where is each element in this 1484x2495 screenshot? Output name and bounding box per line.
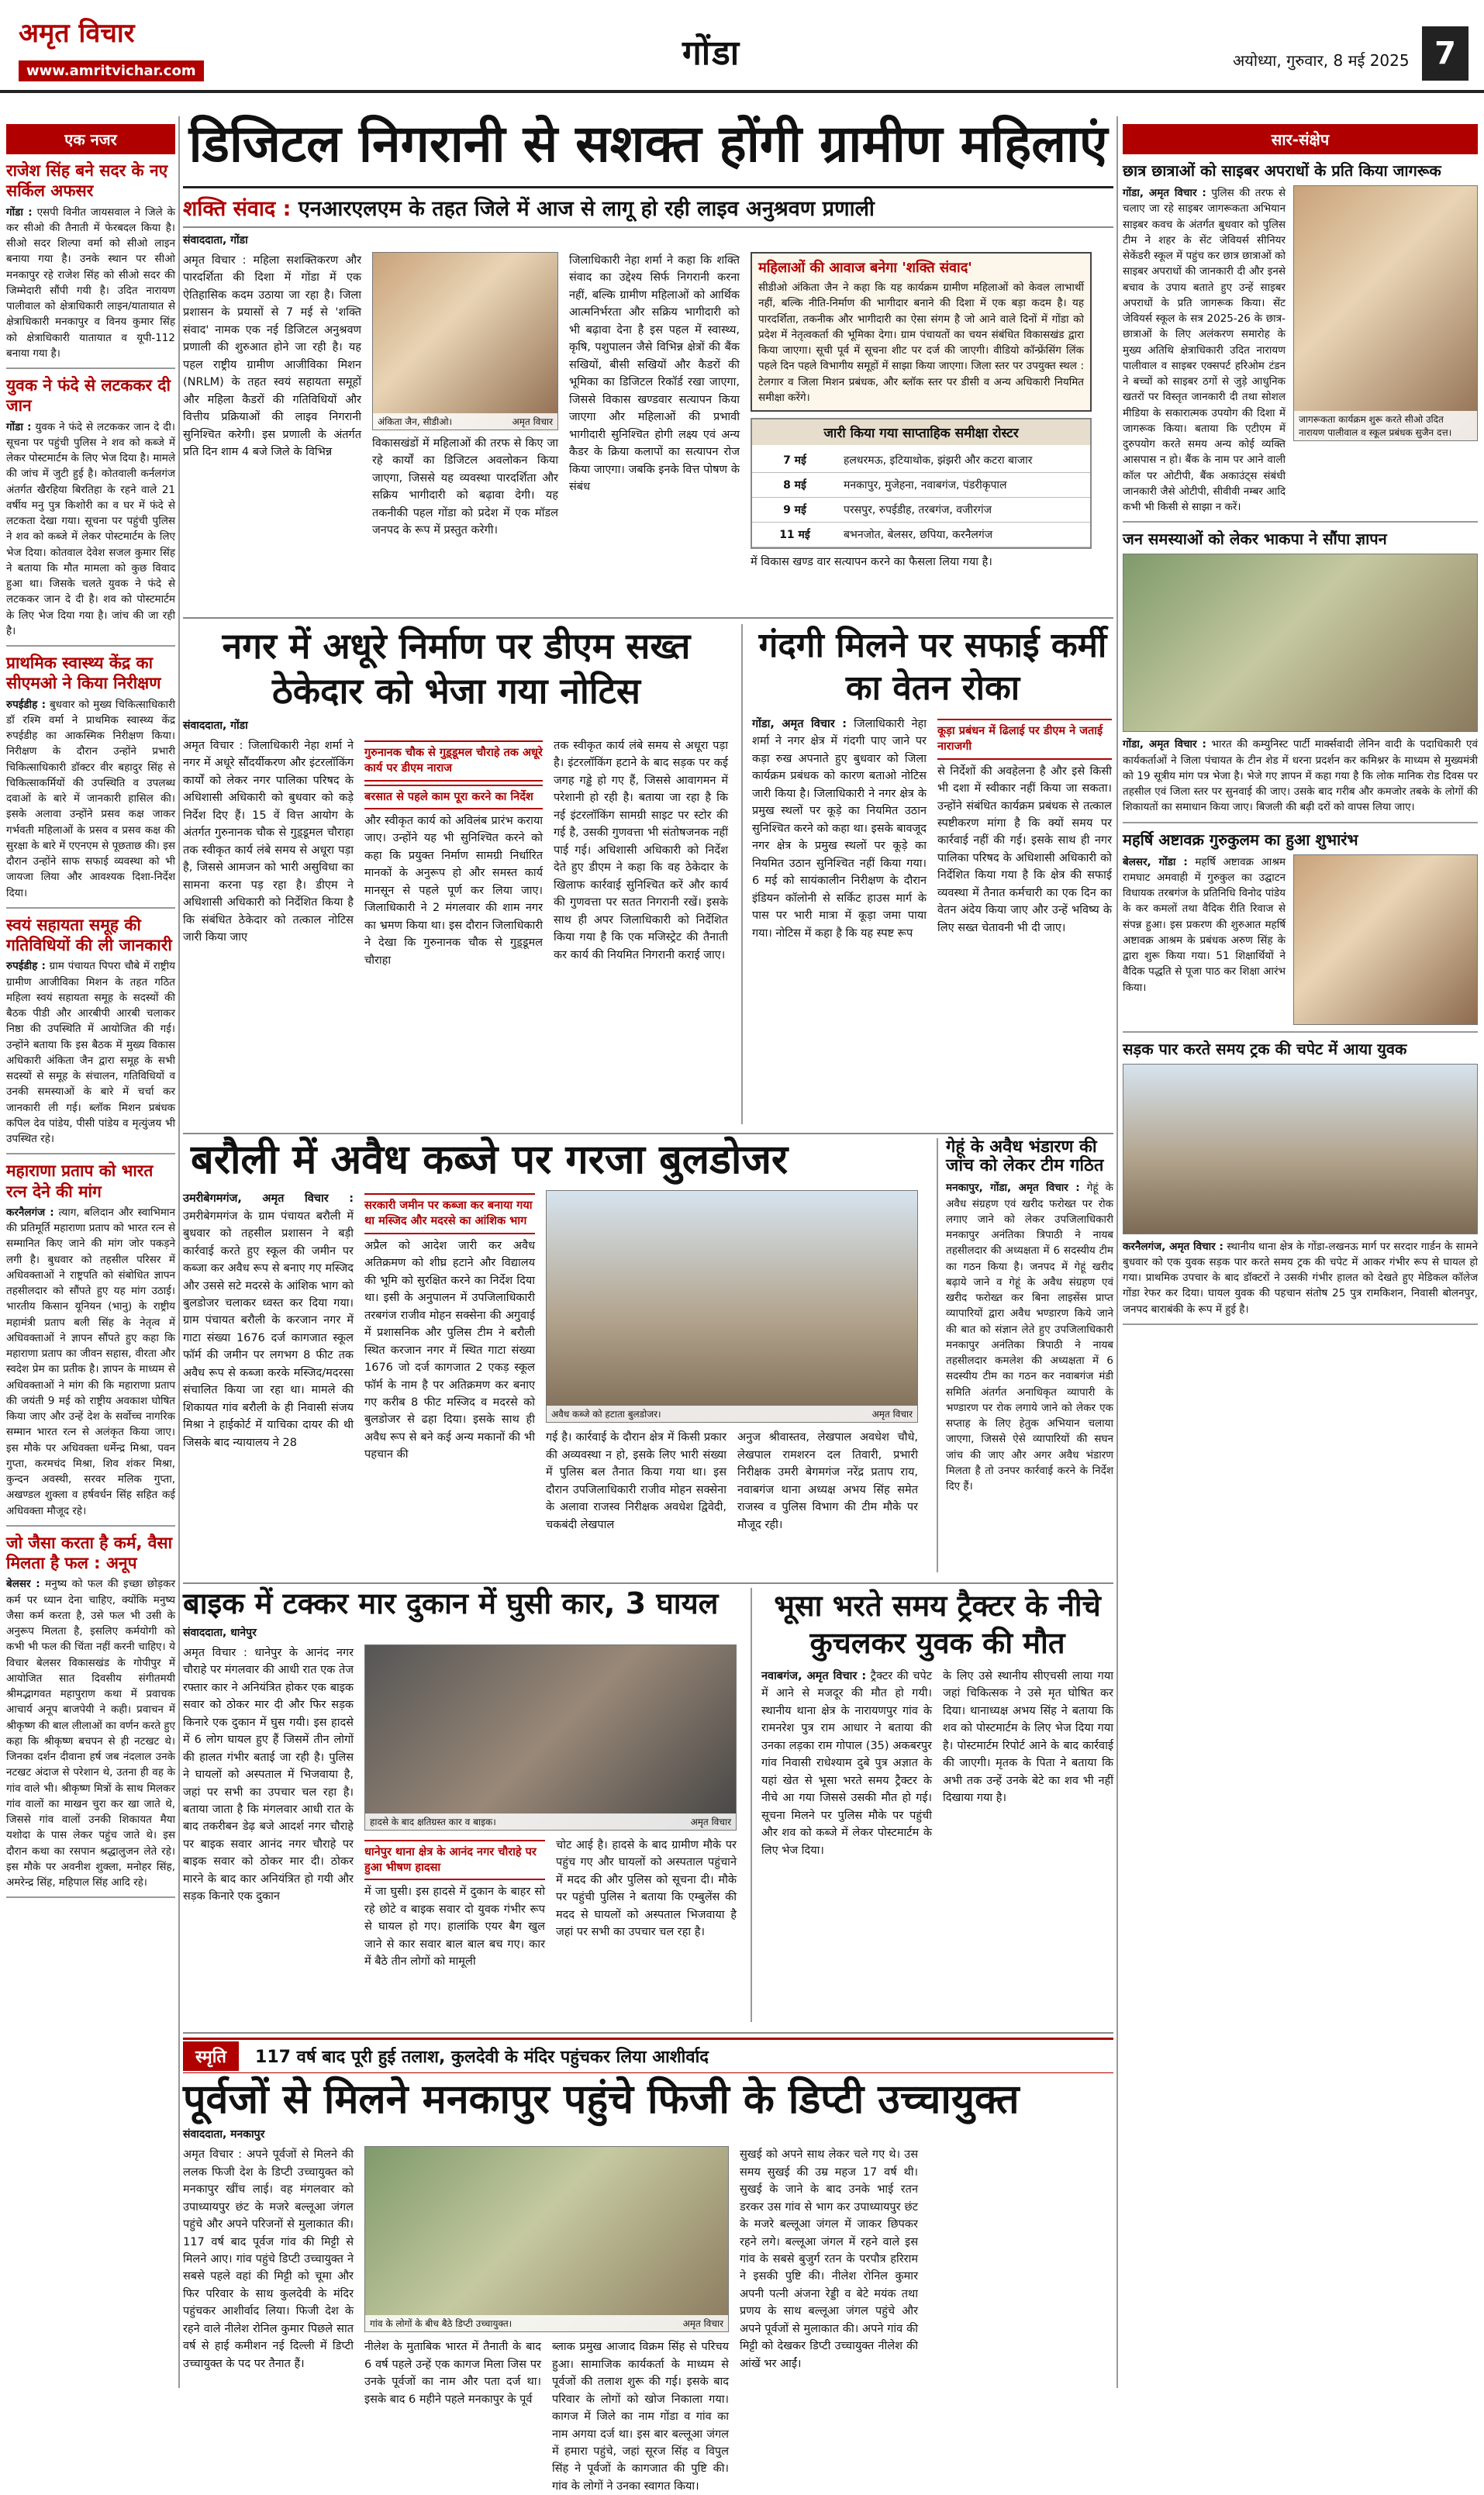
photo-caption: अंकिता जैन, सीडीओ। अमृत विचार bbox=[373, 413, 557, 430]
roster-title: जारी किया गया साप्ताहिक समीक्षा रोस्टर bbox=[752, 419, 1090, 445]
brief-title: प्राथमिक स्वास्थ्य केंद्र का सीएमओ ने किया निरीक्षण bbox=[6, 654, 161, 693]
tractor-story bbox=[751, 1588, 1113, 2022]
photo-caption: हादसे के बाद क्षतिग्रस्त कार व बाइक। अमृत विचार bbox=[365, 1813, 736, 1830]
bullet-point: गुरुनानक चौक से गुड़्डूमल चौराहे तक अधूरे कार्य पर डीएम नाराज bbox=[364, 740, 543, 782]
bulldozer-text: अनुज श्रीवास्तव, लेखपाल अवधेश चौधे, लेखपाल रामशरन दल तिवारी, प्रभारी निरीक्षक उमरी बेगमगंज नरेंद्र प्रताप राय, नवाबगंज थाना अध्यक्ष अभय सिंह समेत राजस्व व पुलिस विभाग की टीम मौके पर मौजूद रही। bbox=[737, 1431, 918, 1531]
byline: संवाददाता, गोंडा bbox=[183, 234, 248, 247]
accident-photo[interactable] bbox=[364, 1644, 737, 1831]
brief-title: छात्र छात्राओं को साइबर अपराधों के प्रति किया जागरूक bbox=[1123, 161, 1441, 180]
sanitation-text: गोंडा, अमृत विचार : जिलाधिकारी नेहा शर्मा ने नगर क्षेत्र में गंदगी पाए जाने पर कड़ा रुख अपनाते हुए बुधवार को जिला कार्यक्रम प्रबंधक को कारण बताओ नोटिस जारी किया है। जिलाधिकारी ने नगर क्षेत्र के प्रमुख स्थलों पर कूड़े का नियमित उठान सुनिश्चित करने को कहा था। इसके बावजूद नगर क्षेत्र के प्रमुख स्थलों पर कूड़े का नियमित उठान सुनिश्चित नहीं किया गया। 6 मई को सायंकालीन निरीक्षण के दौरान इंडियन कॉलोनी से सर्किट हाउस मार्ग के पास पर भारी मात्रा में कूड़ा जमा पाया गया। नोटिस में कहा है कि यह स्पष्ट रूप bbox=[752, 718, 927, 940]
sanitation-headline[interactable]: गंदगी मिलने पर सफाई कर्मी का वेतन रोका bbox=[758, 626, 1107, 708]
accident-text: अमृत विचार : धानेपुर के आनंद नगर चौराहे पर मंगलवार की आधी रात एक तेज रफ्तार कार ने अनियंत्रित होकर एक बाइक सवार को ठोकर मार दी और फिर सड़क किनारे एक दुकान में घुस गयी। इस हादसे में 6 लोग घायल हुए हैं जिसमें तीन लोगों की हालत गंभीर बताई जा रही है। पुलिस ने घायलों को अस्पताल में भिजवाया है, जहां पर सभी का उपचार चल रहा है। बताया जाता है कि मंगलवार आधी रात के बाद तकरीबन डेढ़ बजे आदर्श नगर चौराहे पर बाइक सवार आनंद नगर चौराहे पर बाइक सवार को ठोकर मार दी। ठोकर मारने के बाद कार अनियंत्रित हो गयी और सड़क किनारे एक दुकान bbox=[183, 1646, 354, 1903]
bullet-point: बरसात से पहले काम पूरा करने का निर्देश bbox=[364, 785, 543, 809]
brief-body: गोंडा, अमृत विचार : भारत की कम्युनिस्ट पार्टी मार्क्सवादी लेनिन वादी के पदाधिकारी एवं कार्यकर्ताओं ने जिला पंचायत के टीन शेड में धरना प्रदर्शन कर कमिश्नर के माध्यम से मुख्यमंत्री को 19 सूत्रीय मांग पत्र भेजा है। भेजे गए ज्ञापन में कहा गया है कि लोक मानिक रोड दिवस पर तहसील एवं जिला स्तर पर सुनवाई की जाए। उसके बाद गरीब और कमजोर तबके के लोगों की शिकायतों का समाधान किया जाए। बिजली की बढ़ी दरों को वापस लिया जाए। bbox=[1123, 738, 1478, 814]
bullet-point: सरकारी जमीन पर कब्जा कर बनाया गया था मस्जिद और मदरसे का आंशिक भाग bbox=[364, 1193, 535, 1234]
page-number: 7 bbox=[1422, 26, 1468, 81]
dm-text: अमृत विचार : जिलाधिकारी नेहा शर्मा ने नगर में अधूरे सौंदर्यीकरण और इंटरलॉकिंग कार्यों को लेकर नगर पालिका परिषद के अधिशासी अधिकारी को बुधवार को कड़े निर्देश दिए हैं। 15 वें वित्त आयोग के अंतर्गत गुरुनानक चौक से गुड़्डूमल चौराहा तक स्वीकृत कार्य लंबे समय से अधूरा पड़ा है, जिससे आमजन को भारी असुविधा का सामना करना पड़ रहा है। डीएम ने अधिशासी अधिकारी को निर्देशित किया है कि संबंधित ठेकेदार को तत्काल नोटिस जारी किया जाए bbox=[183, 740, 354, 944]
bulldozer-headline[interactable]: बरौली में अवैध कब्जे पर गरजा बुलडोजर bbox=[191, 1137, 789, 1183]
kicker: 117 वर्ष बाद पूरी हुई तलाश, कुलदेवी के मंदिर पहुंचकर लिया आशीर्वाद bbox=[255, 2048, 709, 2067]
lead-text: विकासखंडों में महिलाओं की तरफ से किए जा रहे कार्यों का डिजिटल अवलोकन किया जाएगा, जिससे यह व्यवस्था पारदर्शिता और सक्रिय भागीदारी को बढ़ावा देगी। यह तकनीकी पहल गोंडा को प्रदेश में एक मॉडल जनपद के रूप में प्रस्तुत करेगी। bbox=[372, 437, 558, 537]
lead-text: जिलाधिकारी नेहा शर्मा ने कहा कि शक्ति संवाद का उद्देश्य सिर्फ निगरानी करना नहीं, बल्कि ग्रामीण महिलाओं को आर्थिक आत्मनिर्भरता और सक्रिय भागीदारी को भी बढ़ावा देना है इस पहल में स्वास्थ्य, कृषि, पशुपालन जैसे विभिन्न क्षेत्रों की बैंक सखियों, बीसी सखियों और कैडरों की भूमिका का डिजिटल रिकॉर्ड रखा जाएगा, जिससे विकास खण्डवार सत्यापन किया जाएगा और महिलाओं की प्रभावी भागीदारी सुनिश्चित होगी लक्ष्य एवं अन्य कैडर के क्रिया कलापों का सत्यापन रोज किया जाएगा। जबकि इनके वित्त पोषण के संबंध bbox=[569, 254, 740, 494]
lead-headline[interactable]: डिजिटल निगरानी से सशक्त होंगी ग्रामीण महिलाएं bbox=[188, 114, 1108, 174]
brief-body: रुपईडीह : बुधवार को मुख्य चिकित्साधिकारी डॉ रश्मि वर्मा ने प्राथमिक स्वास्थ्य केंद्र रुपईडीह का आकस्मिक निरीक्षण किया। निरीक्षण के दौरान उन्होंने प्रभारी चिकित्साधिकारी डॉक्टर वीर बहादुर सिंह से चिकित्साकर्मियों की उपस्थिति व उपलब्ध दवाओं के बारे में जानकारी हासिल की। इसके अलावा उन्होंने प्रसव कक्ष जाकर गर्भवती महिलाओं के प्रसव व प्रसव कक्ष की सुरक्षा के बारे में एएनएम से पूछताछ की। इस दौरान उन्होंने साफ सफाई व्यवस्था को भी जायजा लिया और आवश्यक दिशा-निर्देश दिया। bbox=[6, 698, 176, 899]
photo-caption: जागरूकता कार्यक्रम शुरू करते सीओ उदित नारायण पालीवाल व स्कूल प्रबंधक सुजैन दत्त। bbox=[1294, 411, 1477, 440]
brief-body: बेलसर : मनुष्य को फल की इच्छा छोड़कर कर्म पर ध्यान देना चाहिए, क्योंकि मनुष्य जैसा कर्म करता है, उसे फल भी उसी के अनुरूप मिलता है, इसलिए कर्मयोगी को कभी भी फल की चिंता नहीं करनी चाहिए। ये विचार बेलसर विकासखंड के गोपीपुर में आयोजित सात दिवसीय संगीतमयी श्रीमद्भागवत महापुराण कथा में प्रवाचक आचार्य अनूप बाजपेयी ने कही। प्रवाचन में श्रीकृष्ण की बाल लीलाओं का वर्णन करते हुए कहा कि श्रीकृष्ण बचपन से ही नटखट थे। जिनका दर्शन दीवाना हर्ष जब नंदलाल उनके नटखट अंदाज से परेशान थे, उतना ही वह के गांव वाले भी। श्रीकृष्ण मित्रों के साथ मिलकर गांव वालों का माखन चुरा कर खा जाते थे, जिससे गांव वालों उनकी शिकायत मैया यशोदा के पास लेकर पहुंच जाते थे। इस दौरान कथा का रसपान श्रद्धालुजन लेते रहे। इस मौके पर अवनीश शुक्ला, मनोहर सिंह, अमरेन्द्र सिंह, महिपाल सिंह आदि रहे। bbox=[6, 1578, 175, 1889]
fiji-text: अमृत विचार : अपने पूर्वजों से मिलने की ललक फिजी देश के डिप्टी उच्चायुक्त को मनकापुर खींच लाई। वह मंगलवार को उपाध्यायपुर छंट के मजरे बल्लूआ जंगल पहुंचे और अपने परिजनों से मुलाकात की। 117 वर्ष बाद पूर्वज गांव की मिट्टी से मिलने आए। गांव पहुंचे डिप्टी उच्चायुक्त ने सबसे पहले वहां की मिट्टी को चूमा और फिर परिवार के साथ कुलदेवी के मंदिर पहुंचकर आशीर्वाद लिया। फिजी देश के रहने वाले नीलेश रोनिल कुमार पिछले सात वर्ष से हाई कमीशन नई दिल्ली में डिप्टी उच्चायुक्त के पद पर तैनात हैं। bbox=[183, 2148, 354, 2370]
lead-text: में विकास खण्ड वार सत्यापन करने का फैसला लिया गया है। bbox=[751, 556, 992, 568]
wheat-story bbox=[937, 1138, 1113, 1572]
bulldozer-story bbox=[183, 1138, 927, 1572]
info-box bbox=[751, 252, 1092, 412]
brief-item bbox=[1123, 523, 1478, 823]
brief-item bbox=[1123, 1033, 1478, 1325]
fiji-text: ब्लाक प्रमुख आजाद विक्रम सिंह से परिचय हुआ। सामाजिक कार्यकर्ता के माध्यम से पूर्वजों की तलाश शुरू की गई। इसके बाद परिवार के लोगों को खोज निकाला गया। कागज में जिले का नाम गोंडा व गांव का नाम अगया दर्ज था। इस बार बल्लूआ जंगल में हमारा पहुंचे, जहां सूरज सिंह व विपुल सिंह ने पूर्वजों के कागजात की पुष्टि की। गांव के लोगों ने उनका स्वागत किया। bbox=[552, 2341, 729, 2493]
bulldozer-text: उमरीबेगमगंज, अमृत विचार : उमरीबेगमगंज के ग्राम पंचायत बरौली में बुधवार को तहसील प्रशासन ने बड़ी कार्रवाई करते हुए स्कूल की जमीन पर कब्जा कर अवैध रूप से बनाए गए मस्जिद और उससे सटे मदरसे के आंशिक भाग को बुलडोजर चलाकर ध्वस्त कर दिया गया। ग्राम पंचायत बरौली के करजान नगर में गाटा संख्या 1676 दर्ज कागजात स्कूल फॉर्म की जमीन पर लगभग 8 फीट तक अवैध रूप से कब्जा करके मस्जिद/मदरसा संचालित किया जा रहा था। मामले की शिकायत गांव बरौली के ही निवासी संजय मिश्रा ने हाईकोर्ट में याचिका दायर की थी जिसके बाद न्यायालय ने 28 bbox=[183, 1192, 354, 1449]
tractor-headline[interactable]: भूसा भरते समय ट्रैक्टर के नीचे कुचलकर युवक की मौत bbox=[774, 1589, 1101, 1660]
brief-item bbox=[6, 909, 175, 1155]
brief-title: राजेश सिंह बने सदर के नए सर्किल अफसर bbox=[6, 161, 168, 201]
brief-body: गोंडा : युवक ने फंदे से लटककर जान दे दी। सूचना पर पहुंची पुलिस ने शव को कब्जे में लेकर पोस्टमार्टम के लिए भेज दिया है। मामले की जांच में जुटी हुई है। कोतवाली कर्नलगंज अंतर्गत खैरहिया बिरतिहा के रहने वाले 21 वर्षीय मनु पुत्र किशोरी का व घर में फंदे से लटकता देखा गया। सूचना पर पहुंची पुलिस ने शव को कब्जे में लेकर पोस्टमार्टम के लिए भेज दिया। कोतवाल देवेश सजल कुमार सिंह ने बताया कि मौत मामला को कुछ विवाद हुआ था। जिसके चलते युवक ने फंदे से लटककर जान दे दी है। शव को पोस्टमार्टम के लिए भेज दिया गया है। जांच की जा रही है। bbox=[6, 420, 175, 637]
brief-body: गोंडा : एसपी विनीत जायसवाल ने जिले के कर सीओ की तैनाती में फेरबदल किया है। सीओ सदर शिल्पा वर्मा को सीओ लाइन बनाया गया है। उनके स्थान पर सीओ मनकापुर रहे राजेश सिंह को सीओ सदर की जिम्मेदारी सौंपी गयी है। उदित नारायण पालीवाल को क्षेत्राधिकारी लाइन/यातायात से क्षेत्राधिकारी मनकापुर व विनय कुमार सिंह को क्षेत्राधिकारी यातायात व यूपी-112 बनाया गया है। bbox=[6, 205, 175, 360]
info-box-body: सीडीओ अंकिता जैन ने कहा कि यह कार्यक्रम ग्रामीण महिलाओं को केवल लाभार्थी नहीं, बल्कि नीति-निर्माण की भागीदार बनाने की दिशा में एक बड़ा कदम है। यह पारदर्शिता, तकनीक और भागीदारी का ऐसा संगम है जो आने वाले दिनों में गोंडा को प्रदेश में नेतृत्वकर्ता की भूमिका देगा। ग्राम पंचायतों का चयन संबंधित विकासखंड द्वारा किया जाएगा। सूची पूर्व में सूचना शीट पर दर्ज की जाएगी। वीडियो कॉन्फ्रेंसिंग लिंक पहले दिन पहले विभागीय समूहों में साझा किया जाएगा। जिला स्तर पर उपयुक्त स्थल : टेलगार व जिला मिशन प्रबंधक, और ब्लॉक स्तर पर डीसी व अन्य अधिकारी नियमित समीक्षा करेंगे। bbox=[758, 281, 1084, 404]
brief-item bbox=[1123, 154, 1478, 523]
column-divider bbox=[1116, 116, 1118, 2388]
fiji-body bbox=[183, 2146, 1113, 2493]
masthead bbox=[0, 0, 1484, 93]
accident-body bbox=[183, 1644, 741, 1971]
brief-title: स्वयं सहायता समूह की गतिविधियों की ली जानकारी bbox=[6, 915, 172, 954]
brief-title: जन समस्याओं को लेकर भाकपा ने सौंपा ज्ञापन bbox=[1123, 530, 1387, 549]
byline: संवाददाता, गोंडा bbox=[183, 720, 248, 732]
accident-story bbox=[183, 1588, 741, 2022]
photo-caption: गांव के लोगों के बीच बैठे डिप्टी उच्चायुक्त। अमृत विचार bbox=[365, 2315, 728, 2331]
brief-item bbox=[6, 1154, 175, 1527]
brief-body: रुपईडीह : ग्राम पंचायत पिपरा चौबे में राष्ट्रीय ग्रामीण आजीविका मिशन के तहत गठित महिला स्वयं सहायता समूह के सदस्यों की बैठक पीडी और आरबीपी आरबी चलाकर निष्ठा की उपस्थिति में आयोजित की गई। उन्होंने बताया कि इस बैठक में मुख्य विकास अधिकारी अंकिता जैन द्वारा समूह के सभी सदस्यों से समूह के संचालन, गतिविधियों व उनकी समस्याओं के बारे में चर्चा कर जानकारी ली गई। ब्लॉक मिशन प्रबंधक कपिल देव पांडेय, पीसी पांडेय व मृत्युंजय भी उपस्थित रहे। bbox=[6, 960, 175, 1145]
table-row: 8 मई मनकापुर, मुजेहना, नवाबगंज, पंडरीकृपाल bbox=[752, 473, 1090, 498]
right-column bbox=[1123, 124, 1478, 2388]
left-column bbox=[6, 124, 175, 2388]
brief-title: महर्षि अष्टावक्र गुरुकुलम का हुआ शुभारंभ bbox=[1123, 830, 1358, 849]
byline: संवाददाता, धानेपुर bbox=[183, 1626, 257, 1639]
right-column-header: सार-संक्षेप bbox=[1123, 124, 1478, 154]
tractor-text: के लिए उसे स्थानीय सीएचसी लाया गया जहां चिकित्सक ने उसे मृत घोषित कर दिया। थानाध्यक्ष अभय सिंह ने बताया कि शव को पोस्टमार्टम के लिए भेज दिया गया है। पोस्टमार्टम रिपोर्ट आने के बाद कार्रवाई की जाएगी। मृतक के पिता ने बताया कि अभी तक उन्हें उनके बेटे का शव भी नहीं दिखाया गया है। bbox=[943, 1670, 1113, 1805]
fiji-photo[interactable] bbox=[364, 2146, 729, 2332]
table-row: 9 मई परसपुर, रुपईडीह, तरबगंज, वजीरगंज bbox=[752, 498, 1090, 523]
brief-item bbox=[1123, 823, 1478, 1033]
sanitation-story bbox=[741, 624, 1113, 1124]
brief-item bbox=[6, 154, 175, 369]
accident-text: में जा घुसी। इस हादसे में दुकान के बाहर सो रहे छोटे व बाइक सवार दो युवक गंभीर रूप से घायल हो गए। हालांकि एयर बैग खुल जाने से कार सवार बाल बाल बच गए। कार में बैठे तीन लोगों को मामूली bbox=[364, 1886, 545, 1969]
brief-body: बेलसर, गोंडा : महर्षि अष्टावक्र आश्रम रामघाट अमवाही में गुरुकुल का उद्घाटन विधायक तरबगंज के प्रतिनिधि विनोद पांडेय के कर कमलों तथा वैदिक रीति रिवाज से संपन्न हुआ। इस प्रकरण की शुरुआत महर्षि अष्टावक्र आश्रम के प्रबंधक अरुण सिंह के द्वारा शुरू किया गया। 51 शिक्षार्थियों ने वैदिक पद्धति से पूजा पाठ कर शिक्षा आरंभ किया। bbox=[1123, 855, 1286, 994]
fiji-story bbox=[183, 2038, 1113, 2493]
page-title: गोंडा bbox=[682, 33, 741, 73]
truck-accident-photo[interactable] bbox=[1123, 1064, 1478, 1234]
bulldozer-text: गई है। कार्रवाई के दौरान क्षेत्र में किसी प्रकार की अव्यवस्था न हो, इसके लिए भारी संख्या में पुलिस बल तैनात किया गया था। इस दौरान उपजिलाधिकारी राजीव मोहन सक्सेना के अलावा राजस्व निरीक्षक अवधेश द्विवेदी, चकबंदी लेखपाल bbox=[546, 1431, 726, 1531]
sanitation-text: से निर्देशों की अवहेलना है और इसे किसी भी दशा में स्वीकार नहीं किया जा सकता। उन्होंने संबंधित कार्यक्रम प्रबंधक से तत्काल स्पष्टीकरण मांगा है कि क्यों समय पर कार्रवाई नहीं की गई। इसके साथ ही नगर पालिका परिषद के अधिशासी अधिकारी को निर्देशित किया गया है कि क्षेत्र की सफाई व्यवस्था में तैनात कर्मचारी का एक दिन का वेतन अंदेय किया जाए और उन्हें भविष्य के लिए सख्त चेतावनी भी दी जाए। bbox=[937, 764, 1112, 934]
dm-text: तक स्वीकृत कार्य लंबे समय से अधूरा पड़ा है। इंटरलॉकिंग हटाने के बाद सड़क पर कई जगह गड्ढे हो गए हैं, जिससे आवागमन में परेशानी हो रही है। बताया जा रहा है कि नई इंटरलॉकिंग सामग्री साइट पर स्टोर की गई है, उसकी गुणवत्ता भी संतोषजनक नहीं पाई गई। अधिशासी अधिकारी को निर्देश देते हुए डीएम ने कहा कि वह ठेकेदार के खिलाफ कार्रवाई सुनिश्चित करें और कार्य की गुणवत्ता पर सतत निगरानी रखें। इसके साथ ही अपर जिलाधिकारी को निर्देशित किया गया है कि एक मजिस्ट्रेट की तैनाती कर कार्य की नियमित निगरानी कराई जाए। bbox=[554, 740, 728, 961]
bulldozer-text: अप्रैल को आदेश जारी कर अवैध अतिक्रमण को शीघ्र हटाने और विद्यालय की भूमि को सुरक्षित करने का निर्देश दिया था। इसी के अनुपालन में उपजिलाधिकारी तरबगंज राजीव मोहन सक्सेना की अगुवाई में प्रशासनिक और पुलिस टीम ने बरौली स्थित करजान नगर में स्थित गाटा संख्या 1676 जो दर्ज कागजात 2 एकड़ स्कूल फॉर्म के नाम है पर अतिक्रमण कर बनाए गए करीब 8 फीट मस्जिद व मदरसे को बुलडोजर से ढहा दिया। इसके साथ ही अवैध रूप से बने कई अन्य मकानों की भी पहचान की bbox=[364, 1239, 535, 1461]
dm-body bbox=[183, 737, 730, 969]
column-divider bbox=[178, 116, 180, 2388]
edition-date: अयोध्या, गुरुवार, 8 मई 2025 bbox=[1233, 51, 1410, 70]
brief-body: करनैलगंज : त्याग, बलिदान और स्वाभिमान की प्रतिमूर्ति महाराणा प्रताप को भारत रत्न से सम्मानित किए जाने की मांग जोर पकड़ने लगी है। बुधवार को तहसील परिसर में अधिवक्ताओं ने राष्ट्रपति को संबोधित ज्ञापन तहसीलदार को सौंपते हुए यह मांग उठाई। भारतीय किसान यूनियन (भानु) के राष्ट्रीय महामंत्री प्रताप बली सिंह के नेतृत्व में अधिवक्ताओं ने ज्ञापन सौंपते हुए कहा कि महाराणा प्रताप का जीवन सहास, वीरता और स्वदेश प्रेम का प्रतीक है। ज्ञापन के माध्यम से अधिवक्ताओं ने मांग की कि महाराणा प्रताप की जयंती 9 मई को राष्ट्रीय अवकाश घोषित किया जाए और उन्हें देश के सर्वोच्च नागरिक सम्मान भारत रत्न से अलंकृत किया जाए। इस मौके पर अधिवक्ता धर्मेन्द्र मिश्रा, पवन गुप्ता, करमचंद मिश्रा, शिव शंकर मिश्रा, कुन्दन अवस्थी, सरवर मलिक गुप्ता, अखण्डल शुक्ला व हर्षवर्धन सिंह सहित कई अधिवक्ता मौजूद रहे। bbox=[6, 1206, 175, 1517]
table-row: 11 मई बभनजोत, बेलसर, छपिया, करनैलगंज bbox=[752, 523, 1090, 547]
left-column-header: एक नजर bbox=[6, 124, 175, 154]
brief-title: जो जैसा करता है कर्म, वैसा मिलता है फल : अनूप bbox=[6, 1533, 173, 1572]
tractor-text: नवाबगंज, अमृत विचार : ट्रैक्टर की चपेट में आने से मजदूर की मौत हो गयी। स्थानीय थाना क्षेत्र के नारायणपुर गांव के रामनरेश पुत्र राम आधार ने बताया की उनका लड़का राम गोपाल (35) अकबरपुर गांव निवासी राधेश्याम दुबे पुत्र अज्ञात के यहां खेत से भूसा भरते समय ट्रैक्टर के नीचे आ गया जिससे उसकी मौत हो गई। सूचना मिलने पर पुलिस मौके पर पहुंची और शव को कब्जे में लेकर पोस्टमार्टम के लिए भेज दिया। bbox=[761, 1670, 933, 1857]
info-box-title: महिलाओं की आवाज बनेगा 'शक्ति संवाद' bbox=[758, 260, 972, 276]
brief-title: महाराणा प्रताप को भारत रत्न देने की मांग bbox=[6, 1161, 154, 1201]
dm-text: और स्वीकृत कार्य को अविलंब प्रारंभ कराया जाए। उन्होंने यह भी सुनिश्चित करने को कहा कि प्रयुक्त निर्माण सामग्री निर्धारित मानकों के अनुरूप हो और समस्त कार्य मानसून से पहले पूर्ण कर लिया जाए। जिलाधिकारी ने 2 मंगलवार की शाम नगर का भ्रमण किया था। इस दौरान जिलाधिकारी ने देखा कि गुरुनानक चौक से गुड़्डूमल चौराहा bbox=[364, 814, 543, 967]
brief-body: गोंडा, अमृत विचार : पुलिस की तरफ से चलाए जा रहे साइबर जागरूकता अभियान साइबर कवच के अंतर्गत बुधवार को पुलिस टीम ने शहर के सेंट जेवियर्स सीनियर सेकेंडरी स्कूल में पहुंच कर छात्र छात्राओं को साइबर अपराधों की जानकारी दी और इनसे बचाव के उपाय बताते हुए उन्हें साइबर अपराधों के प्रति जागरूक किया। सेंट जेवियर्स स्कूल के सत्र 2025-26 के छात्र-छात्राओं के लिए अलंकरण समारोह के मुख्य अतिथि क्षेत्राधिकारी उदित नारायण पालीवाल व साइबर एक्सपर्ट हरिओम टंडन ने बच्चों को साइबर ठगों से जुड़े आधुनिक खतरों पर विस्तृत जानकारी दी तथा सोशल मीडिया के सकारात्मक उपयोग की दिशा में जागरूक किया। बताया कि एटीएम में दुरुपयोग करते समय अन्य कोई व्यक्ति आसपास न हो। बैंक के नाम पर आने वाली कॉल पर ओटीपी, बैंक अकाउंट्स संबंधी जानकारी जैसे ओटीपी, सीवीवी नम्बर आदि कभी भी किसी से साझा न करें। bbox=[1123, 187, 1286, 513]
roster-table bbox=[751, 418, 1092, 549]
main-area bbox=[183, 114, 1113, 2493]
brief-title: युवक ने फंदे से लटककर दी जान bbox=[6, 376, 171, 416]
wheat-text: मनकापुर, गोंडा, अमृत विचार : गेहूं के अवैध संग्रहण एवं खरीद फरोख्त पर रोक लगाए जाने को लेकर उपजिलाधिकारी मनकापुर अनंतिका त्रिपाठी ने नायब तहसीलदार की अध्यक्षता में 6 सदस्यीय टीम का गठन किया है। जनपद में गेहूं खरीद बढ़ाये जाने व गेहूं के अवैध संग्रहण एवं खरीद फरोख्त कर बिना लाइसेंस प्राप्त व्यापारियों द्वारा अवैध भण्डारण किये जाने की बात को संज्ञान लेते हुए उपजिलाधिकारी मनकापुर अनंतिका त्रिपाठी ने नायब तहसीलदार कमलेश की अध्यक्षता में 6 सदस्यीय टीम का गठन कर नवाबगंज मंडी समिति अंतर्गत अनाधिकृत व्यापारी के भण्डारण पर रोक लगाये जाने को लेकर एक सप्ताह के लिए हेतुक अभियान चलाया जाएगा, जिससे ऐसे व्यापारियों की सघन जांच की जाए और अगर अवैध भंडारण मिलता है तो उनपर कार्रवाई करने के निर्देश दिए हैं। bbox=[946, 1182, 1113, 1493]
bulldozer-body bbox=[183, 1190, 927, 1534]
lead-subhead: शक्ति संवाद : एनआरएलएम के तहत जिले में आज से लागू हो रही लाइव अनुश्रवण प्रणाली bbox=[183, 186, 1113, 228]
bullet-point: कूड़ा प्रबंधन में ढिलाई पर डीएम ने जताई नाराजगी bbox=[937, 719, 1112, 760]
sanitation-body bbox=[752, 716, 1113, 942]
school-photo[interactable] bbox=[1293, 185, 1478, 441]
dm-story bbox=[183, 624, 730, 1124]
section-label: स्मृति bbox=[183, 2041, 239, 2071]
lead-text: अमृत विचार : महिला सशक्तिकरण और पारदर्शिता की दिशा में गोंडा में एक ऐतिहासिक कदम उठाया जा रहा है। जिला प्रशासन के प्रयासों से 7 मई से 'शक्ति संवाद' नामक एक नई डिजिटल अनुश्रवण प्रणाली की शुरुआत होने जा रही है। यह पहल राष्ट्रीय ग्रामीण आजीविका मिशन (NRLM) के तहत स्वयं सहायता समूहों और महिला कैडरों की गतिविधियों और वित्तीय प्रक्रियाओं की लाइव निगरानी सुनिश्चित करेगी। इस प्रणाली के अंतर्गत प्रति दिन शाम 4 बजे जिले के विभिन्न bbox=[183, 254, 361, 459]
table-row: 7 मई हलधरमऊ, इटियाथोक, झंझरी और कटरा बाजार bbox=[752, 448, 1090, 473]
bulldozer-photo[interactable] bbox=[546, 1190, 918, 1423]
accident-headline[interactable]: बाइक में टक्कर मार दुकान में घुसी कार, 3 घायल bbox=[183, 1586, 719, 1620]
brief-title: सड़क पार करते समय ट्रक की चपेट में आया युवक bbox=[1123, 1039, 1407, 1058]
brief-body: करनैलगंज, अमृत विचार : स्थानीय थाना क्षेत्र के गोंडा-लखनऊ मार्ग पर सरदार गार्डन के सामने बुधवार को एक युवक सड़क पार करते समय ट्रक की चपेट में आकर गंभीर रूप से घायल हो गया। प्राथमिक उपचार के बाद डॉक्टरों ने उसकी गंभीर हालत को देखते हुए मेडिकल कॉलेज गोंडा रेफर कर दिया। घायल युवक की पहचान संतोष 25 पुत्र रामकिशन, निवासी बोलनपुर, जनपद बाराबंकी के रूप में हुई है। bbox=[1123, 1240, 1478, 1316]
logo[interactable]: अमृत विचार bbox=[19, 18, 135, 49]
accident-text: चोट आई है। हादसे के बाद ग्रामीण मौके पर पहुंच गए और घायलों को अस्पताल पहुंचाने में मदद की और पुलिस को सूचना दी। मौके पर पहुंची पुलिस ने बताया कि एम्बुलेंस की मदद से घायलों को अस्पताल भिजवाया है जहां पर सभी का उपचार चल रहा है। bbox=[556, 1838, 737, 1939]
bullet-point: धानेपुर थाना क्षेत्र के आनंद नगर चौराहे पर हुआ भीषण हादसा bbox=[364, 1840, 545, 1881]
kicker-bar bbox=[183, 2038, 1113, 2073]
fiji-text: सुखई को अपने साथ लेकर चले गए थे। उस समय सुखई की उम्र महज 17 वर्ष थी। सुखई के जाने के बाद उनके भाई रतन डरकर उस गांव से भाग कर उपाध्यायपुर छंट के मजरे बल्लूआ जंगल में जाकर छिपकर रहने लगे। बल्लूआ जंगल में रहने वाले इस गांव के सबसे बुजुर्ग रतन के परपौत्र हरिराम ने इसकी पुष्टि की। नीलेश रोनिल कुमार अपनी पत्नी अंजना रेड्डी व बेटे मयंक तथा प्रणय के साथ बल्लूआ जंगल पहुंचे और अपने पूर्वजों से मुलाकात की। अपने गांव की मिट्टी को देखकर डिप्टी उच्चायुक्त नीलेश की आंखें भर आईं। bbox=[740, 2148, 918, 2370]
wheat-headline[interactable]: गेहूं के अवैध भंडारण की जांच को लेकर टीम गठित bbox=[946, 1137, 1104, 1176]
byline: संवाददाता, मनकापुर bbox=[183, 2128, 265, 2141]
photo-caption: अवैध कब्जे को हटाता बुलडोजर। अमृत विचार bbox=[547, 1406, 917, 1422]
protest-photo[interactable] bbox=[1123, 554, 1478, 732]
site-url[interactable]: www.amritvichar.com bbox=[19, 60, 204, 81]
dm-headline[interactable]: नगर में अधूरे निर्माण पर डीएम सख्त ठेकेदार को भेजा गया नोटिस bbox=[222, 625, 691, 712]
fiji-text: नीलेश के मुताबिक भारत में तैनाती के बाद 6 वर्ष पहले उन्हें एक कागज मिला जिस पर उनके पूर्वजों का नाम और पता दर्ज था। इसके बाद 6 महीने पहले मनकापुर के पूर्व bbox=[364, 2341, 541, 2406]
tractor-body bbox=[761, 1668, 1113, 1859]
gurukul-photo[interactable] bbox=[1293, 854, 1478, 1025]
brief-item bbox=[6, 1527, 175, 1899]
fiji-headline[interactable]: पूर्वजों से मिलने मनकापुर पहुंचे फिजी के डिप्टी उच्चायुक्त bbox=[183, 2076, 1020, 2123]
brief-item bbox=[6, 647, 175, 909]
cdo-photo[interactable] bbox=[372, 252, 558, 430]
lead-body bbox=[183, 252, 1113, 624]
lead-story bbox=[183, 116, 1113, 613]
brief-item bbox=[6, 369, 175, 647]
